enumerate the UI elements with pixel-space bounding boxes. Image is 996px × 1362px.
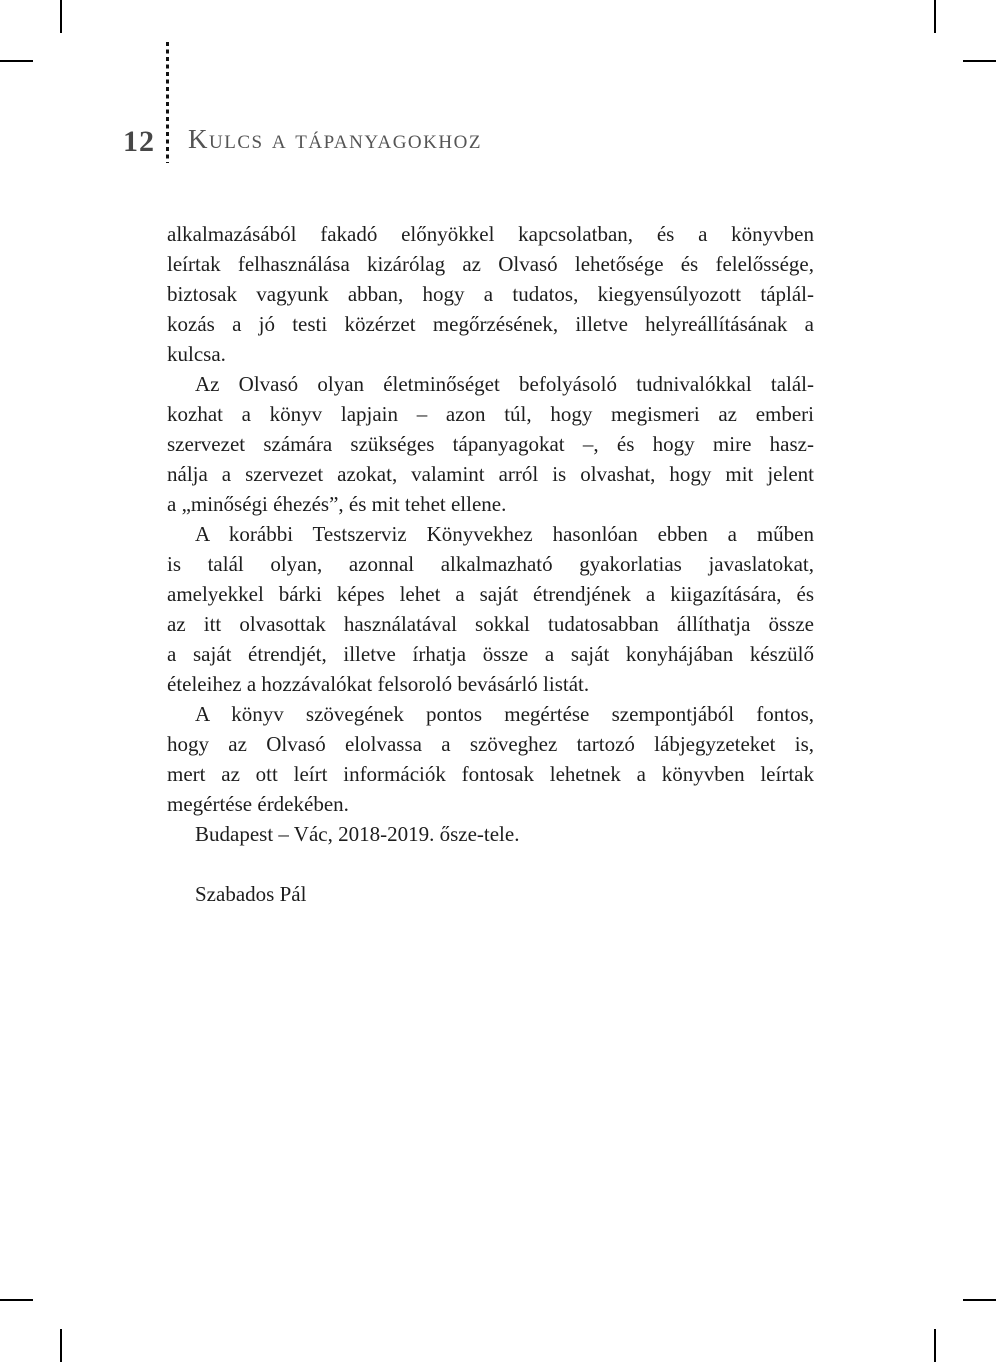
crop-mark-top-right-vertical: [934, 0, 936, 33]
text-line: is talál olyan, azonnal alkalmazható gyakorlatias javaslatokat,: [167, 552, 814, 576]
paragraph: [167, 369, 814, 519]
paragraph: [167, 219, 814, 369]
text-line: amelyekkel bárki képes lehet a saját étrendjének a kiigazítására, és: [167, 582, 814, 606]
crop-mark-bottom-right-vertical: [934, 1329, 936, 1362]
text-line: kozhat a könyv lapjain – azon túl, hogy megismeri az emberi: [167, 402, 814, 426]
text-line: mert az ott leírt információk fontosak lehetnek a könyvben leírtak: [167, 762, 814, 786]
text-line: leírtak felhasználása kizárólag az Olvasó lehetősége és felelőssége,: [167, 252, 814, 276]
text-line: hogy az Olvasó elolvassa a szöveghez tartozó lábjegyzeteket is,: [167, 732, 814, 756]
text-line: Budapest – Vác, 2018-2019. ősze-tele.: [195, 822, 520, 846]
header-dotted-rule: [166, 42, 169, 163]
crop-mark-bottom-left-vertical: [60, 1329, 62, 1362]
paragraph: [167, 699, 814, 819]
text-line: nálja a szervezet azokat, valamint arról is olvashat, hogy mit jelent: [167, 462, 814, 486]
text-line: a „minőségi éhezés”, és mit tehet ellene.: [167, 492, 507, 516]
crop-mark-top-left-vertical: [60, 0, 62, 33]
text-line: ételeihez a hozzávalókat felsoroló bevásárló listát.: [167, 672, 590, 696]
page-number: 12: [123, 125, 155, 158]
crop-mark-bottom-right-horizontal: [963, 1299, 996, 1301]
text-line: kozás a jó testi közérzet megőrzésének, illetve helyreállításának a: [167, 312, 814, 336]
crop-mark-bottom-left-horizontal: [0, 1299, 33, 1301]
text-line: A korábbi Testszerviz Könyvekhez hasonlóan ebben a műben: [195, 522, 814, 546]
text-line: az itt olvasottak használatával sokkal tudatosabban állíthatja össze: [167, 612, 814, 636]
paragraph: [167, 819, 814, 849]
crop-mark-top-right-horizontal: [963, 60, 996, 62]
running-head-title: Kulcs a tápanyagokhoz: [188, 124, 482, 154]
text-line: Szabados Pál: [195, 882, 307, 906]
text-line: kulcsa.: [167, 342, 226, 366]
text-line: A könyv szövegének pontos megértése szempontjából fontos,: [195, 702, 814, 726]
crop-mark-top-left-horizontal: [0, 60, 33, 62]
signature: [167, 879, 814, 909]
paragraph: [167, 519, 814, 699]
text-line: a saját étrendjét, illetve írhatja össze a saját konyhájában készülő: [167, 642, 814, 666]
text-line: biztosak vagyunk abban, hogy a tudatos, kiegyensúlyozott táplál-: [167, 282, 814, 306]
text-line: megértése érdekében.: [167, 792, 349, 816]
text-line: Az Olvasó olyan életminőséget befolyásoló tudnivalókkal talál-: [195, 372, 814, 396]
text-line: szervezet számára szükséges tápanyagokat –, és hogy mire hasz-: [167, 432, 814, 456]
text-line: alkalmazásából fakadó előnyökkel kapcsolatban, és a könyvben: [167, 222, 814, 246]
body-text: [167, 219, 814, 909]
